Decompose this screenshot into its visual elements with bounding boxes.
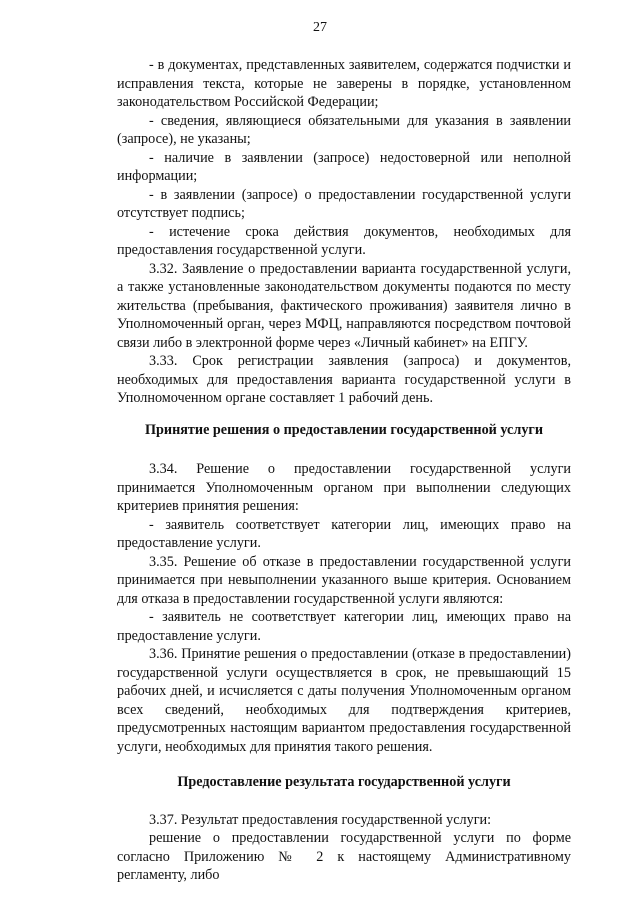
section-heading-result: Предоставление результата государственной услуги xyxy=(177,774,511,790)
paragraph-result-form: решение о предоставлении государственной услуги по форме согласно Приложению № 2 к настоящему Административному регламенту, либо xyxy=(117,830,571,883)
list-item: - сведения, являющиеся обязательными для указания в заявлении (запросе), не указаны; xyxy=(117,112,571,147)
list-item: - наличие в заявлении (запросе) недостоверной или неполной информации; xyxy=(117,149,571,184)
section-heading-decision: Принятие решения о предоставлении государственной услуги xyxy=(144,421,544,438)
paragraph-3-37: 3.37. Результат предоставления государственной услуги: xyxy=(149,811,492,828)
paragraph-3-33: 3.33. Срок регистрации заявления (запроса) и документов, необходимых для предоставления варианта государственной услуги в Уполномоченном органе составляет 1 рабочий день. xyxy=(117,353,571,406)
paragraph-3-34: 3.34. Решение о предоставлении государственной услуги принимается Уполномоченным органом при выполнении следующих критериев принятия решения: xyxy=(117,461,571,514)
paragraph-3-35: 3.35. Решение об отказе в предоставлении государственной услуги принимается при невыполнении указанного выше критерия. Основанием для отказа в предоставлении государственной услуги являются: xyxy=(117,553,571,607)
paragraph-3-36: 3.36. Принятие решения о предоставлении (отказе в предоставлении) государственной услуги осуществляется в срок, не превышающий 15 рабочих дней, и исчисляется с даты получения Уполномоченным органом всех сведений, необходимых для подтверждения критериев, предусмотренных настоящим вариантом предоставления государственной услуги, необходимых для принятия такого решения. xyxy=(117,646,571,755)
list-item: - истечение срока действия документов, необходимых для предоставления государственной услуги. xyxy=(117,223,571,258)
list-item: - в заявлении (запросе) о предоставлении государственной услуги отсутствует подпись; xyxy=(117,186,571,221)
page-number: 27 xyxy=(313,20,327,35)
list-item: - заявитель соответствует категории лиц, имеющих право на предоставление услуги. xyxy=(117,516,571,551)
paragraph-3-32: 3.32. Заявление о предоставлении варианта государственной услуги, а также установленные законодательством документы подаются по месту жительства (пребывания, фактического проживания) заявителя лично в Уполномоченный орган, через МФЦ, направляются посредством почтовой связи либо в электронной форме через «Личный кабинет» на ЕПГУ. xyxy=(117,260,571,351)
document-body xyxy=(117,56,571,885)
list-item: - в документах, представленных заявителем, содержатся подчистки и исправления текста, которые не заверены в порядке, установленном законодательством Российской Федерации; xyxy=(117,57,571,110)
list-item: - заявитель не соответствует категории лиц, имеющих право на предоставление услуги. xyxy=(117,609,571,644)
